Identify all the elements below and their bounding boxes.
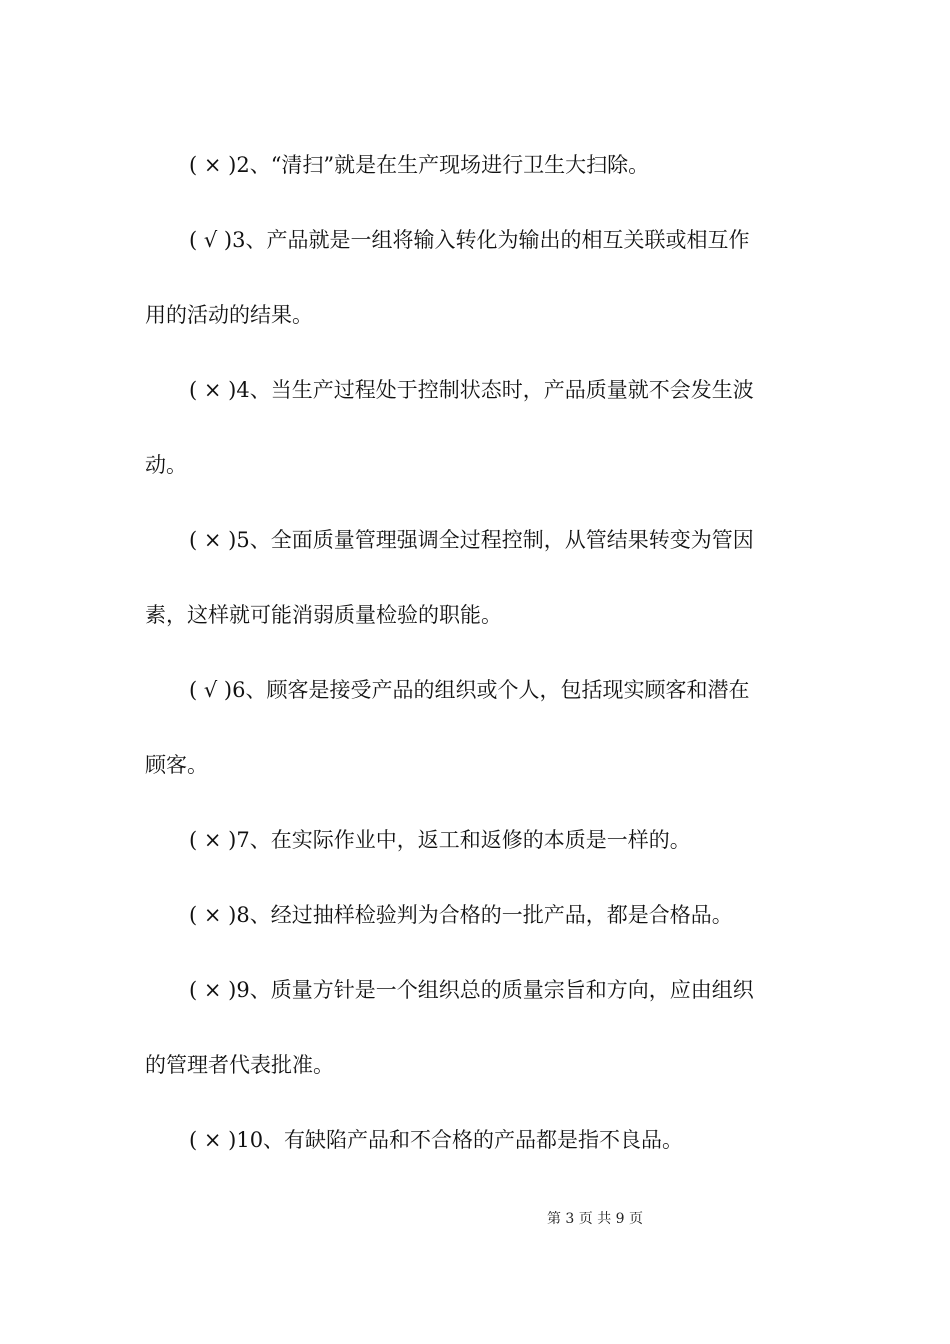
question-9-line-1: ( × )9、质量方针是一个组织总的质量宗旨和方向，应由组织 [189,978,754,1002]
question-3-line-1: ( √ )3、产品就是一组将输入转化为输出的相互关联或相互作 [189,228,750,252]
question-6-line-2: 顾客。 [145,753,208,777]
question-10-line-1: ( × )10、有缺陷产品和不合格的产品都是指不良品。 [189,1128,684,1152]
question-9-line-2: 的管理者代表批准。 [145,1053,334,1077]
question-3-line-2: 用的活动的结果。 [145,303,313,327]
question-6-line-1: ( √ )6、顾客是接受产品的组织或个人，包括现实顾客和潜在 [189,678,750,702]
question-4-line-2: 动。 [145,453,187,477]
question-2-line-1: ( × )2、“清扫”就是在生产现场进行卫生大扫除。 [189,153,650,177]
question-5-line-2: 素，这样就可能消弱质量检验的职能。 [145,603,502,627]
document-body [145,128,810,1178]
question-7-line-1: ( × )7、在实际作业中，返工和返修的本质是一样的。 [189,828,691,852]
question-4-line-1: ( × )4、当生产过程处于控制状态时，产品质量就不会发生波 [189,378,754,402]
question-5-line-1: ( × )5、全面质量管理强调全过程控制，从管结果转变为管因 [189,528,754,552]
page-number-footer: 第 3 页 共 9 页 [546,1211,644,1227]
question-8-line-1: ( × )8、经过抽样检验判为合格的一批产品，都是合格品。 [189,903,733,927]
